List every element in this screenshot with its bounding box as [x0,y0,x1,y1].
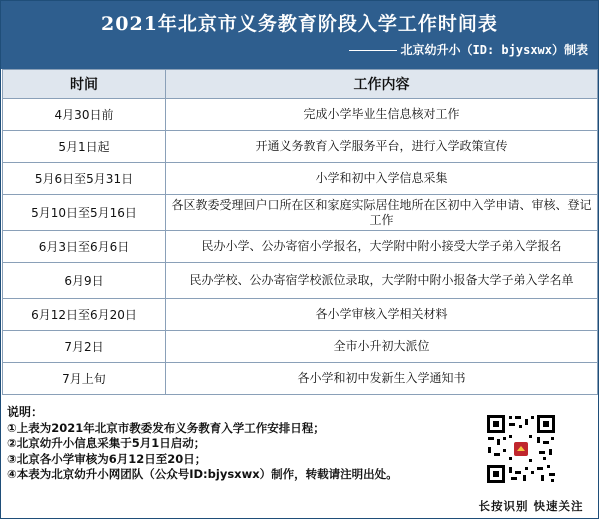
table-row [3,195,598,231]
note-item: ①上表为2021年北京市教委发布义务教育入学工作安排日程； [7,420,325,435]
row-content: 完成小学毕业生信息核对工作 [166,99,598,131]
row-content: 各小学和初中发新生入学通知书 [166,363,598,395]
table-row [3,331,598,363]
table-row [3,131,598,163]
row-content: 各小学审核入学相关材料 [166,299,598,331]
row-time: 5月6日至5月31日 [3,163,166,195]
note-item: ④本表为北京幼升小网团队（公众号ID:bjysxwx）制作，转载请注明出处。 [7,467,398,481]
row-time: 5月10日至5月16日 [3,195,166,231]
qr-caption: 长按识别 快速关注 [478,499,584,513]
table-row [3,263,598,299]
page-title: 2021年北京市义务教育阶段入学工作时间表 [101,13,498,35]
row-time: 7月2日 [3,331,166,363]
qr-code-icon[interactable] [485,413,557,485]
credit-text: 北京幼升小（ID: bjysxwx）制表 [400,43,588,57]
header-banner [1,1,598,69]
note-item: ③北京各小学审核为6月12日至20日； [7,451,207,466]
row-content: 民办学校、公办寄宿学校派位录取，大学附中附小报备大学子弟入学名单 [166,263,598,299]
notes-label: 说明： [7,405,44,419]
table-header-row [3,70,598,99]
row-time: 4月30日前 [3,99,166,131]
table-row [3,231,598,263]
notes-section [7,405,477,483]
credit-line [349,41,588,58]
row-time: 5月1日起 [3,131,166,163]
table-row [3,363,598,395]
row-content: 各区教委受理回户口所在区和家庭实际居住地所在区初中入学申请、审核、登记工作 [166,195,598,231]
row-time: 6月3日至6月6日 [3,231,166,263]
column-header-time: 时间 [3,70,166,99]
note-item: ②北京幼升小信息采集于5月1日启动； [7,436,206,450]
row-content: 小学和初中入学信息采集 [166,163,598,195]
qr-code-graphic [485,413,557,485]
row-time: 7月上旬 [3,363,166,395]
row-content: 开通义务教育入学服务平台，进行入学政策宣传 [166,131,598,163]
row-content: 民办小学、公办寄宿小学报名，大学附中附小接受大学子弟入学报名 [166,231,598,263]
schedule-table [2,69,598,395]
row-time: 6月12日至6月20日 [3,299,166,331]
table-row [3,299,598,331]
row-content: 全市小升初大派位 [166,331,598,363]
column-header-content: 工作内容 [166,70,598,99]
table-row [3,99,598,131]
table-row [3,163,598,195]
row-time: 6月9日 [3,263,166,299]
credit-dash [349,50,397,51]
